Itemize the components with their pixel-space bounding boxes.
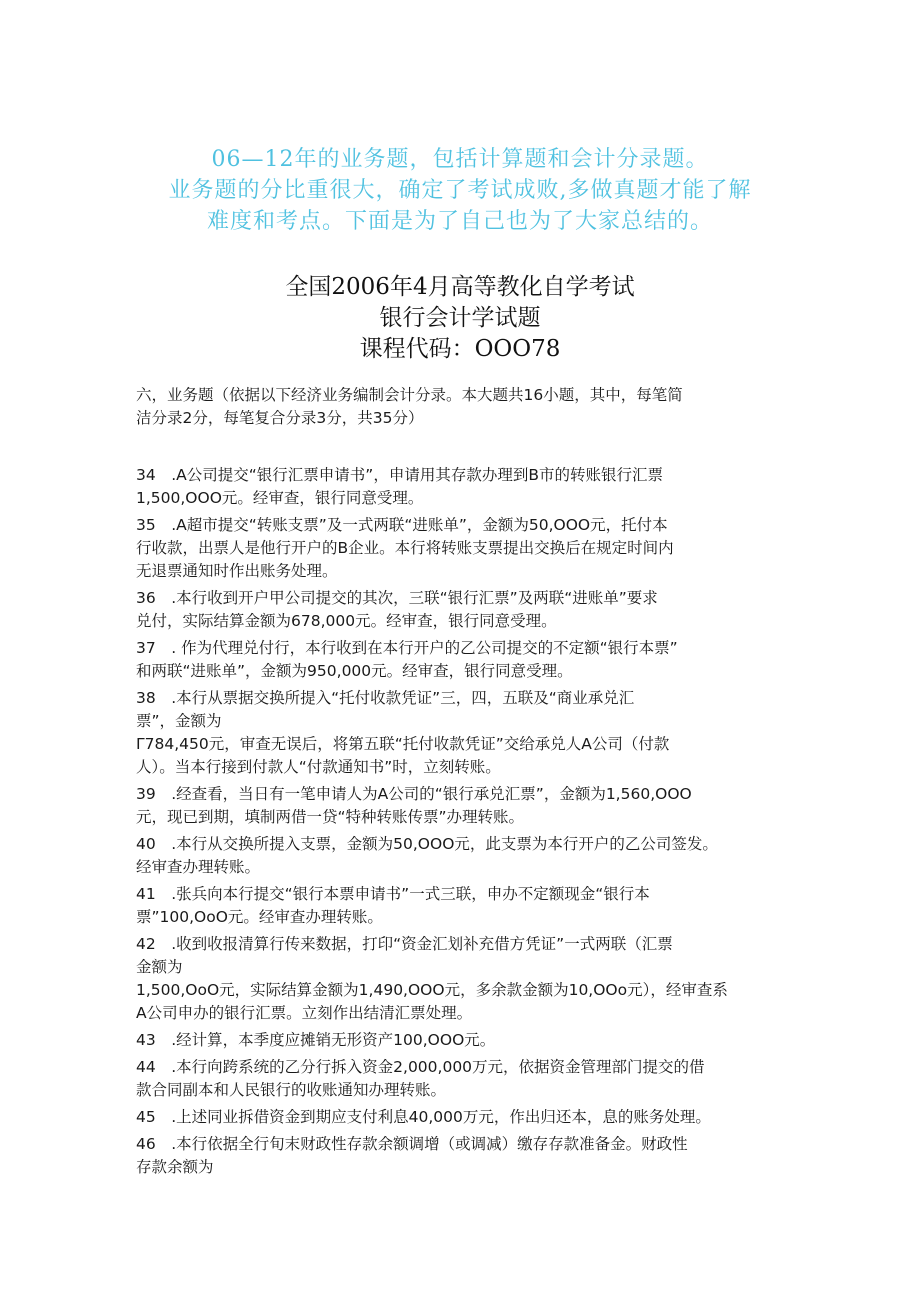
question-item (136, 833, 792, 879)
question-line: 人）。当本行接到付款人“付款通知书”时，立刻转账。 (136, 758, 501, 776)
course-code: 课程代码：OOO78 (359, 336, 561, 362)
question-line: 37 . 作为代理兑付行，本行收到在本行开户的乙公司提交的不定额“银行本票” (136, 639, 678, 657)
question-item (136, 464, 792, 510)
question-item (136, 1133, 792, 1179)
question-line: 无退票通知时作出账务处理。 (136, 562, 338, 580)
question-line: 行收款，出票人是他行开户的B企业。本行将转账支票提出交换后在规定时间内 (136, 539, 674, 557)
question-line: 46 .本行依据全行旬末财政性存款余额调增（或调减）缴存存款准备金。财政性 (136, 1135, 688, 1153)
question-line: 39 .经查看，当日有一笔申请人为A公司的“银行承兑汇票”，金额为1,560,OOO (136, 785, 692, 803)
question-line: 36 .本行收到开户甲公司提交的其次，三联“银行汇票”及两联“进账单”要求 (136, 589, 658, 607)
question-line: 34 .A公司提交“银行汇票申请书”，申请用其存款办理到B市的转账银行汇票 (136, 466, 663, 484)
question-line: 44 .本行向跨系统的乙分行拆入资金2,000,000万元，依据资金管理部门提交的借 (136, 1058, 705, 1076)
question-line: 票”100,OoO元。经审查办理转账。 (136, 908, 383, 926)
question-line: 43 .经计算，本季度应摊销无形资产100,OOO元。 (136, 1031, 496, 1049)
exam-title: 全国2006年4月高等教化自学考试 (285, 274, 635, 300)
question-line: Γ784,450元，审查无误后，将第五联“托付收款凭证”交给承兑人A公司（付款 (136, 735, 670, 753)
intro-line: 业务题的分比重很大，确定了考试成败,多做真题才能了解 (168, 178, 752, 203)
question-line: 1,500,OOO元。经审查，银行同意受理。 (136, 489, 424, 507)
question-line: 经审查办理转账。 (136, 858, 261, 876)
question-item (136, 783, 792, 829)
document-body (136, 384, 792, 1179)
question-line: 票”，金额为 (136, 712, 222, 730)
question-item (136, 883, 792, 929)
question-line: 元，现已到期，填制两借一贷“特种转账传票”办理转账。 (136, 808, 525, 826)
question-line: 38 .本行从票据交换所提入“托付收款凭证”三，四，五联及“商业承兑汇 (136, 689, 635, 707)
intro-note (120, 144, 800, 237)
intro-line: 难度和考点。下面是为了自己也为了大家总结的。 (206, 209, 713, 234)
question-line: 1,500,OoO元，实际结算金额为1,490,OOO元，多余款金额为10,OOo元），经审查系 (136, 981, 728, 999)
question-item (136, 933, 792, 1025)
question-list (136, 464, 792, 1179)
section-line: 洁分录2分，每笔复合分录3分，共35分） (136, 409, 424, 427)
question-line: 兑付，实际结算金额为678,000元。经审查，银行同意受理。 (136, 612, 557, 630)
question-item (136, 514, 792, 583)
section-heading (136, 384, 792, 430)
question-item (136, 1056, 792, 1102)
question-line: 41 .张兵向本行提交“银行本票申请书”一式三联，申办不定额现金“银行本 (136, 885, 650, 903)
question-line: 40 .本行从交换所提入支票，金额为50,OOO元，此支票为本行开户的乙公司签发。 (136, 835, 718, 853)
question-item (136, 687, 792, 779)
question-item (136, 587, 792, 633)
question-line: 和两联“进账单”，金额为950,000元。经审查，银行同意受理。 (136, 662, 573, 680)
section-line: 六，业务题（依据以下经济业务编制会计分录。本大题共16小题，其中，每笔简 (136, 386, 683, 404)
question-item (136, 637, 792, 683)
question-item (136, 1106, 792, 1129)
question-line: 存款余额为 (136, 1158, 214, 1176)
question-line: A公司申办的银行汇票。立刻作出结清汇票处理。 (136, 1004, 473, 1022)
question-line: 金额为 (136, 958, 183, 976)
question-line: 35 .A超市提交“转账支票”及一式两联“进账单”，金额为50,OOO元，托付本 (136, 516, 668, 534)
intro-line: 06—12年的业务题，包括计算题和会计分录题。 (211, 147, 709, 172)
question-line: 款合同副本和人民银行的收账通知办理转账。 (136, 1081, 447, 1099)
exam-title-block (160, 272, 760, 365)
subject-title: 银行会计学试题 (379, 305, 541, 331)
question-item (136, 1029, 792, 1052)
question-line: 42 .收到收报清算行传来数据，打印“资金汇划补充借方凭证”一式两联（汇票 (136, 935, 673, 953)
question-line: 45 .上述同业拆借资金到期应支付利息40,000万元，作出归还本，息的账务处理。 (136, 1108, 711, 1126)
